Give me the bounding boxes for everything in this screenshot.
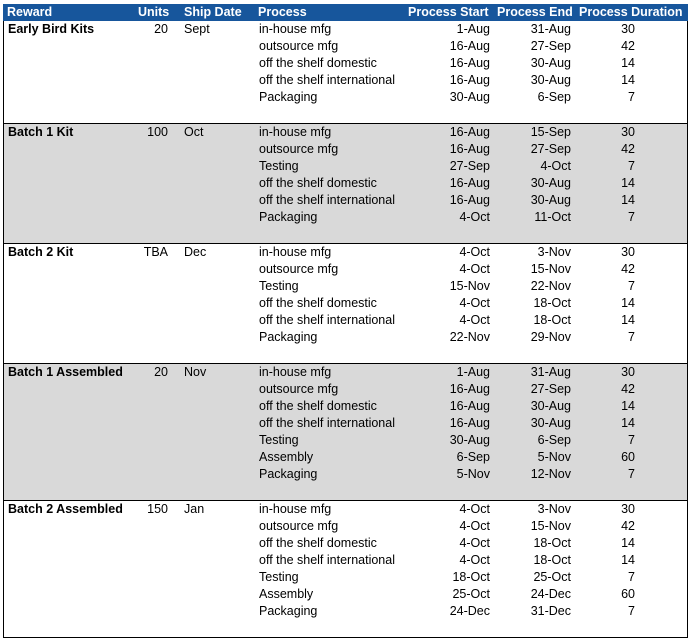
- process-cell: in-house mfg: [259, 22, 332, 36]
- process-cell: outsource mfg: [259, 519, 339, 533]
- process-end-cell: 3-Nov: [537, 502, 571, 516]
- units-cell: 20: [154, 365, 168, 379]
- process-cell: off the shelf domestic: [259, 176, 377, 190]
- process-start-cell: 16-Aug: [449, 176, 490, 190]
- process-end-cell: 22-Nov: [530, 279, 571, 293]
- process-duration-cell: 7: [628, 433, 635, 447]
- process-start-cell: 16-Aug: [449, 73, 490, 87]
- process-start-cell: 4-Oct: [459, 519, 490, 533]
- process-duration-cell: 7: [628, 279, 635, 293]
- ship-date-cell: Dec: [184, 245, 207, 259]
- process-end-cell: 30-Aug: [530, 193, 571, 207]
- process-cell: off the shelf international: [259, 553, 395, 567]
- header-ship-date: Ship Date: [184, 5, 242, 19]
- units-cell: 100: [147, 125, 168, 139]
- table-row: [4, 398, 687, 415]
- process-duration-cell: 30: [621, 502, 635, 516]
- process-start-cell: 16-Aug: [449, 416, 490, 430]
- process-start-cell: 30-Aug: [449, 90, 490, 104]
- process-start-cell: 1-Aug: [456, 22, 490, 36]
- process-duration-cell: 42: [621, 519, 635, 533]
- process-cell: outsource mfg: [259, 382, 339, 396]
- process-end-cell: 31-Dec: [530, 604, 571, 618]
- table-row: [4, 449, 687, 466]
- ship-date-cell: Jan: [184, 502, 205, 516]
- process-duration-cell: 42: [621, 39, 635, 53]
- process-end-cell: 30-Aug: [530, 56, 571, 70]
- process-start-cell: 27-Sep: [449, 159, 490, 173]
- process-cell: off the shelf domestic: [259, 296, 377, 310]
- table-row: [4, 141, 687, 158]
- spacer-row: [4, 226, 687, 243]
- process-duration-cell: 42: [621, 382, 635, 396]
- header-process: Process: [258, 5, 307, 19]
- spacer-row: [4, 620, 687, 637]
- reward-cell: Early Bird Kits: [8, 22, 95, 36]
- process-duration-cell: 7: [628, 467, 635, 481]
- process-cell: Packaging: [259, 467, 318, 481]
- process-end-cell: 5-Nov: [537, 450, 571, 464]
- process-end-cell: 30-Aug: [530, 416, 571, 430]
- reward-group: [3, 364, 688, 501]
- process-duration-cell: 30: [621, 365, 635, 379]
- reward-group: [3, 501, 688, 638]
- units-cell: 20: [154, 22, 168, 36]
- process-start-cell: 15-Nov: [449, 279, 490, 293]
- table-row: [4, 72, 687, 89]
- process-duration-cell: 14: [621, 536, 635, 550]
- process-duration-cell: 14: [621, 73, 635, 87]
- process-cell: Packaging: [259, 90, 318, 104]
- process-cell: Testing: [259, 279, 299, 293]
- process-duration-cell: 14: [621, 56, 635, 70]
- process-end-cell: 15-Nov: [530, 519, 571, 533]
- process-duration-cell: 7: [628, 604, 635, 618]
- process-start-cell: 6-Sep: [456, 450, 490, 464]
- process-end-cell: 30-Aug: [530, 399, 571, 413]
- table-row: [4, 466, 687, 483]
- table-row: [4, 261, 687, 278]
- process-start-cell: 25-Oct: [452, 587, 490, 601]
- table-row: [4, 55, 687, 72]
- process-duration-cell: 30: [621, 125, 635, 139]
- process-cell: in-house mfg: [259, 125, 332, 139]
- process-cell: off the shelf international: [259, 416, 395, 430]
- process-cell: in-house mfg: [259, 365, 332, 379]
- header-units: Units: [138, 5, 170, 19]
- process-duration-cell: 7: [628, 159, 635, 173]
- table-row: [4, 175, 687, 192]
- process-cell: in-house mfg: [259, 502, 332, 516]
- process-cell: outsource mfg: [259, 39, 339, 53]
- process-start-cell: 30-Aug: [449, 433, 490, 447]
- table-row: [4, 21, 687, 38]
- process-end-cell: 29-Nov: [530, 330, 571, 344]
- table-row: [4, 364, 687, 381]
- process-cell: off the shelf international: [259, 313, 395, 327]
- reward-schedule-table: [3, 4, 688, 638]
- process-duration-cell: 30: [621, 22, 635, 36]
- process-duration-cell: 7: [628, 210, 635, 224]
- process-cell: off the shelf international: [259, 73, 395, 87]
- table-row: [4, 244, 687, 261]
- process-start-cell: 22-Nov: [449, 330, 490, 344]
- ship-date-cell: Nov: [184, 365, 207, 379]
- process-duration-cell: 30: [621, 245, 635, 259]
- header-reward: Reward: [7, 5, 53, 19]
- process-cell: Packaging: [259, 210, 318, 224]
- table-header-row: [3, 4, 688, 21]
- process-start-cell: 4-Oct: [459, 502, 490, 516]
- process-duration-cell: 14: [621, 399, 635, 413]
- process-cell: Packaging: [259, 604, 318, 618]
- process-duration-cell: 7: [628, 330, 635, 344]
- process-end-cell: 12-Nov: [530, 467, 571, 481]
- process-duration-cell: 42: [621, 142, 635, 156]
- table-row: [4, 552, 687, 569]
- table-row: [4, 569, 687, 586]
- process-duration-cell: 60: [621, 587, 635, 601]
- reward-group: [3, 244, 688, 364]
- process-cell: outsource mfg: [259, 262, 339, 276]
- table-row: [4, 278, 687, 295]
- process-duration-cell: 14: [621, 296, 635, 310]
- process-end-cell: 30-Aug: [530, 176, 571, 190]
- reward-group: [3, 124, 688, 244]
- process-cell: off the shelf domestic: [259, 536, 377, 550]
- table-row: [4, 586, 687, 603]
- spacer-row: [4, 483, 687, 500]
- table-row: [4, 124, 687, 141]
- header-process-end: Process End: [497, 5, 573, 19]
- table-row: [4, 38, 687, 55]
- table-row: [4, 192, 687, 209]
- table-row: [4, 158, 687, 175]
- process-cell: Testing: [259, 433, 299, 447]
- process-start-cell: 16-Aug: [449, 142, 490, 156]
- process-duration-cell: 14: [621, 416, 635, 430]
- process-duration-cell: 60: [621, 450, 635, 464]
- process-start-cell: 16-Aug: [449, 56, 490, 70]
- process-end-cell: 6-Sep: [537, 433, 571, 447]
- process-start-cell: 5-Nov: [456, 467, 490, 481]
- table-row: [4, 312, 687, 329]
- process-duration-cell: 14: [621, 313, 635, 327]
- process-cell: off the shelf international: [259, 193, 395, 207]
- process-cell: in-house mfg: [259, 245, 332, 259]
- process-start-cell: 16-Aug: [449, 125, 490, 139]
- process-duration-cell: 7: [628, 90, 635, 104]
- table-row: [4, 415, 687, 432]
- process-end-cell: 18-Oct: [533, 536, 571, 550]
- process-start-cell: 1-Aug: [456, 365, 490, 379]
- table-row: [4, 209, 687, 226]
- process-end-cell: 31-Aug: [530, 365, 571, 379]
- reward-cell: Batch 1 Assembled: [8, 365, 123, 379]
- process-duration-cell: 42: [621, 262, 635, 276]
- spacer-row: [4, 106, 687, 123]
- table-row: [4, 535, 687, 552]
- process-end-cell: 18-Oct: [533, 313, 571, 327]
- process-end-cell: 27-Sep: [530, 142, 571, 156]
- process-start-cell: 4-Oct: [459, 245, 490, 259]
- process-end-cell: 18-Oct: [533, 296, 571, 310]
- process-start-cell: 16-Aug: [449, 39, 490, 53]
- reward-cell: Batch 2 Assembled: [8, 502, 123, 516]
- process-cell: off the shelf domestic: [259, 56, 377, 70]
- process-start-cell: 16-Aug: [449, 193, 490, 207]
- process-start-cell: 16-Aug: [449, 382, 490, 396]
- process-cell: Assembly: [259, 587, 314, 601]
- reward-groups: [3, 21, 688, 638]
- process-end-cell: 18-Oct: [533, 553, 571, 567]
- process-end-cell: 25-Oct: [533, 570, 571, 584]
- process-start-cell: 24-Dec: [449, 604, 490, 618]
- process-end-cell: 4-Oct: [540, 159, 571, 173]
- process-duration-cell: 14: [621, 176, 635, 190]
- process-cell: Packaging: [259, 330, 318, 344]
- process-duration-cell: 14: [621, 553, 635, 567]
- process-start-cell: 4-Oct: [459, 210, 490, 224]
- process-end-cell: 15-Sep: [530, 125, 571, 139]
- process-start-cell: 4-Oct: [459, 296, 490, 310]
- table-row: [4, 501, 687, 518]
- process-start-cell: 4-Oct: [459, 313, 490, 327]
- process-cell: Assembly: [259, 450, 314, 464]
- process-start-cell: 4-Oct: [459, 553, 490, 567]
- spacer-row: [4, 346, 687, 363]
- process-end-cell: 27-Sep: [530, 382, 571, 396]
- process-end-cell: 6-Sep: [537, 90, 571, 104]
- table-row: [4, 518, 687, 535]
- reward-cell: Batch 2 Kit: [8, 245, 74, 259]
- table-row: [4, 329, 687, 346]
- process-end-cell: 24-Dec: [530, 587, 571, 601]
- ship-date-cell: Sept: [184, 22, 210, 36]
- process-duration-cell: 14: [621, 193, 635, 207]
- header-process-start: Process Start: [408, 5, 489, 19]
- process-end-cell: 30-Aug: [530, 73, 571, 87]
- reward-cell: Batch 1 Kit: [8, 125, 74, 139]
- process-end-cell: 3-Nov: [537, 245, 571, 259]
- table-row: [4, 432, 687, 449]
- process-end-cell: 15-Nov: [530, 262, 571, 276]
- process-cell: off the shelf domestic: [259, 399, 377, 413]
- process-cell: Testing: [259, 570, 299, 584]
- reward-group: [3, 21, 688, 124]
- process-duration-cell: 7: [628, 570, 635, 584]
- table-row: [4, 603, 687, 620]
- process-start-cell: 16-Aug: [449, 399, 490, 413]
- units-cell: TBA: [143, 245, 168, 259]
- header-process-duration: Process Duration: [579, 5, 683, 19]
- process-end-cell: 31-Aug: [530, 22, 571, 36]
- table-row: [4, 89, 687, 106]
- ship-date-cell: Oct: [184, 125, 204, 139]
- process-cell: Testing: [259, 159, 299, 173]
- process-start-cell: 4-Oct: [459, 536, 490, 550]
- table-row: [4, 295, 687, 312]
- process-end-cell: 11-Oct: [534, 210, 571, 224]
- process-start-cell: 18-Oct: [452, 570, 490, 584]
- process-cell: outsource mfg: [259, 142, 339, 156]
- table-row: [4, 381, 687, 398]
- process-end-cell: 27-Sep: [530, 39, 571, 53]
- process-start-cell: 4-Oct: [459, 262, 490, 276]
- units-cell: 150: [147, 502, 168, 516]
